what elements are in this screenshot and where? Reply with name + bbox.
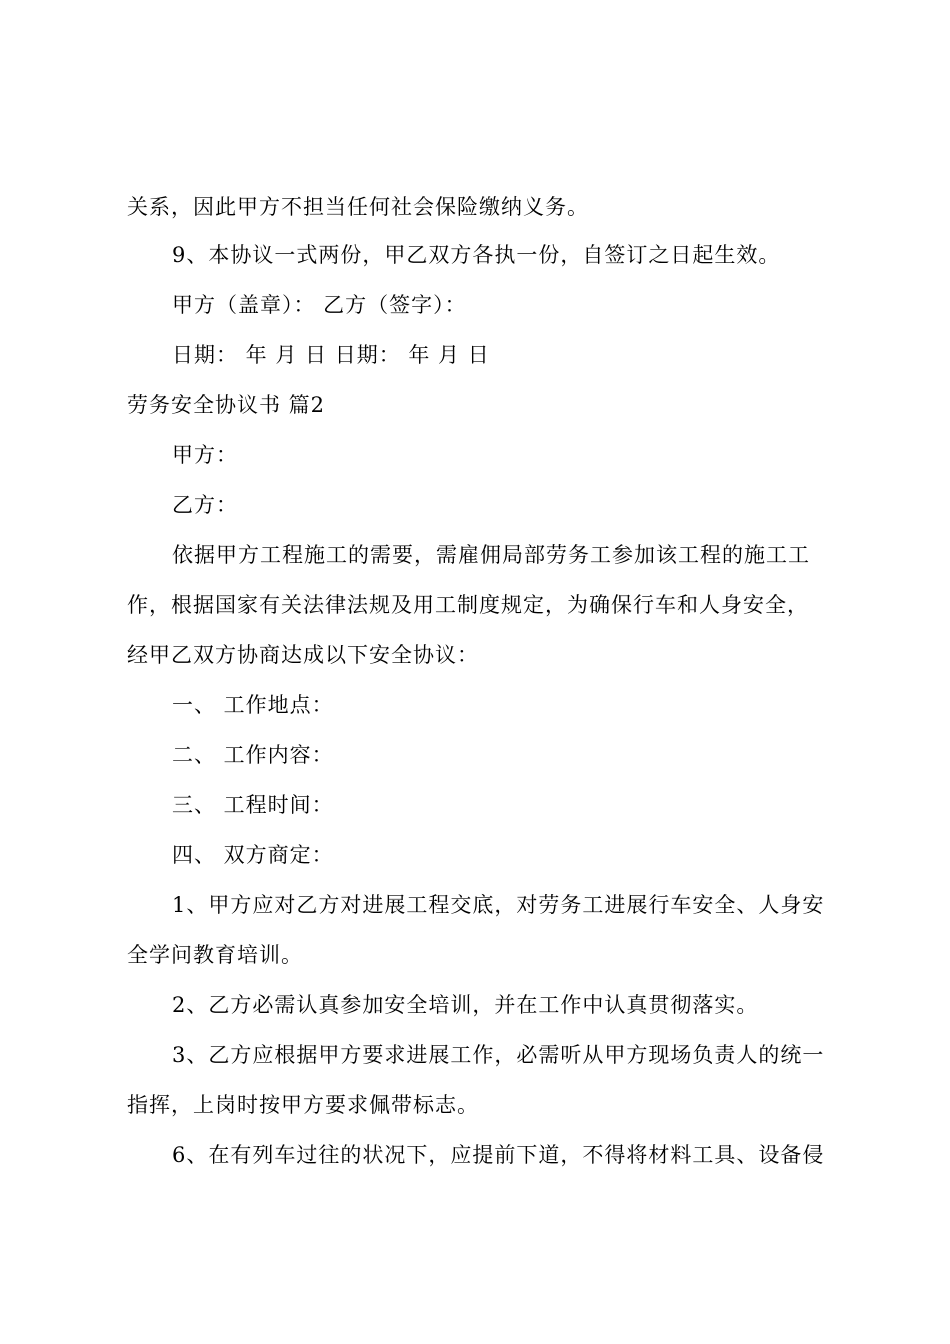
party-a-line: 甲方： — [172, 443, 238, 467]
list-item: 三、 工程时间： — [172, 793, 334, 817]
list-item: 四、 双方商定： — [172, 843, 334, 867]
paragraph-line: 2、乙方必需认真参加安全培训，并在工作中认真贯彻落实。 — [172, 993, 759, 1017]
paragraph-line: 作，根据国家有关法律法规及用工制度规定，为确保行车和人身安全， — [127, 593, 809, 617]
paragraph-line: 9、本协议一式两份，甲乙双方各执一份，自签订之日起生效。 — [172, 243, 781, 267]
party-b-line: 乙方： — [172, 493, 238, 517]
paragraph-line: 全学问教育培训。 — [127, 943, 303, 967]
paragraph-line: 6、在有列车过往的状况下，应提前下道，不得将材料工具、设备侵 — [172, 1143, 825, 1167]
paragraph-line: 经甲乙双方协商达成以下安全协议： — [127, 643, 479, 667]
section-title: 劳务安全协议书 篇2 — [127, 393, 326, 417]
date-line: 日期： 年 月 日 日期： 年 月 日 — [172, 343, 490, 367]
paragraph-line: 3、乙方应根据甲方要求进展工作，必需听从甲方现场负责人的统一 — [172, 1043, 825, 1067]
paragraph-line: 关系，因此甲方不担当任何社会保险缴纳义务。 — [127, 195, 589, 219]
signature-line: 甲方（盖章）： 乙方（签字）： — [172, 293, 467, 317]
list-item: 一、 工作地点： — [172, 693, 334, 717]
list-item: 二、 工作内容： — [172, 743, 334, 767]
paragraph-line: 依据甲方工程施工的需要，需雇佣局部劳务工参加该工程的施工工 — [172, 543, 810, 567]
paragraph-line: 指挥，上岗时按甲方要求佩带标志。 — [127, 1093, 479, 1117]
paragraph-line: 1、甲方应对乙方对进展工程交底，对劳务工进展行车安全、人身安 — [172, 893, 825, 917]
